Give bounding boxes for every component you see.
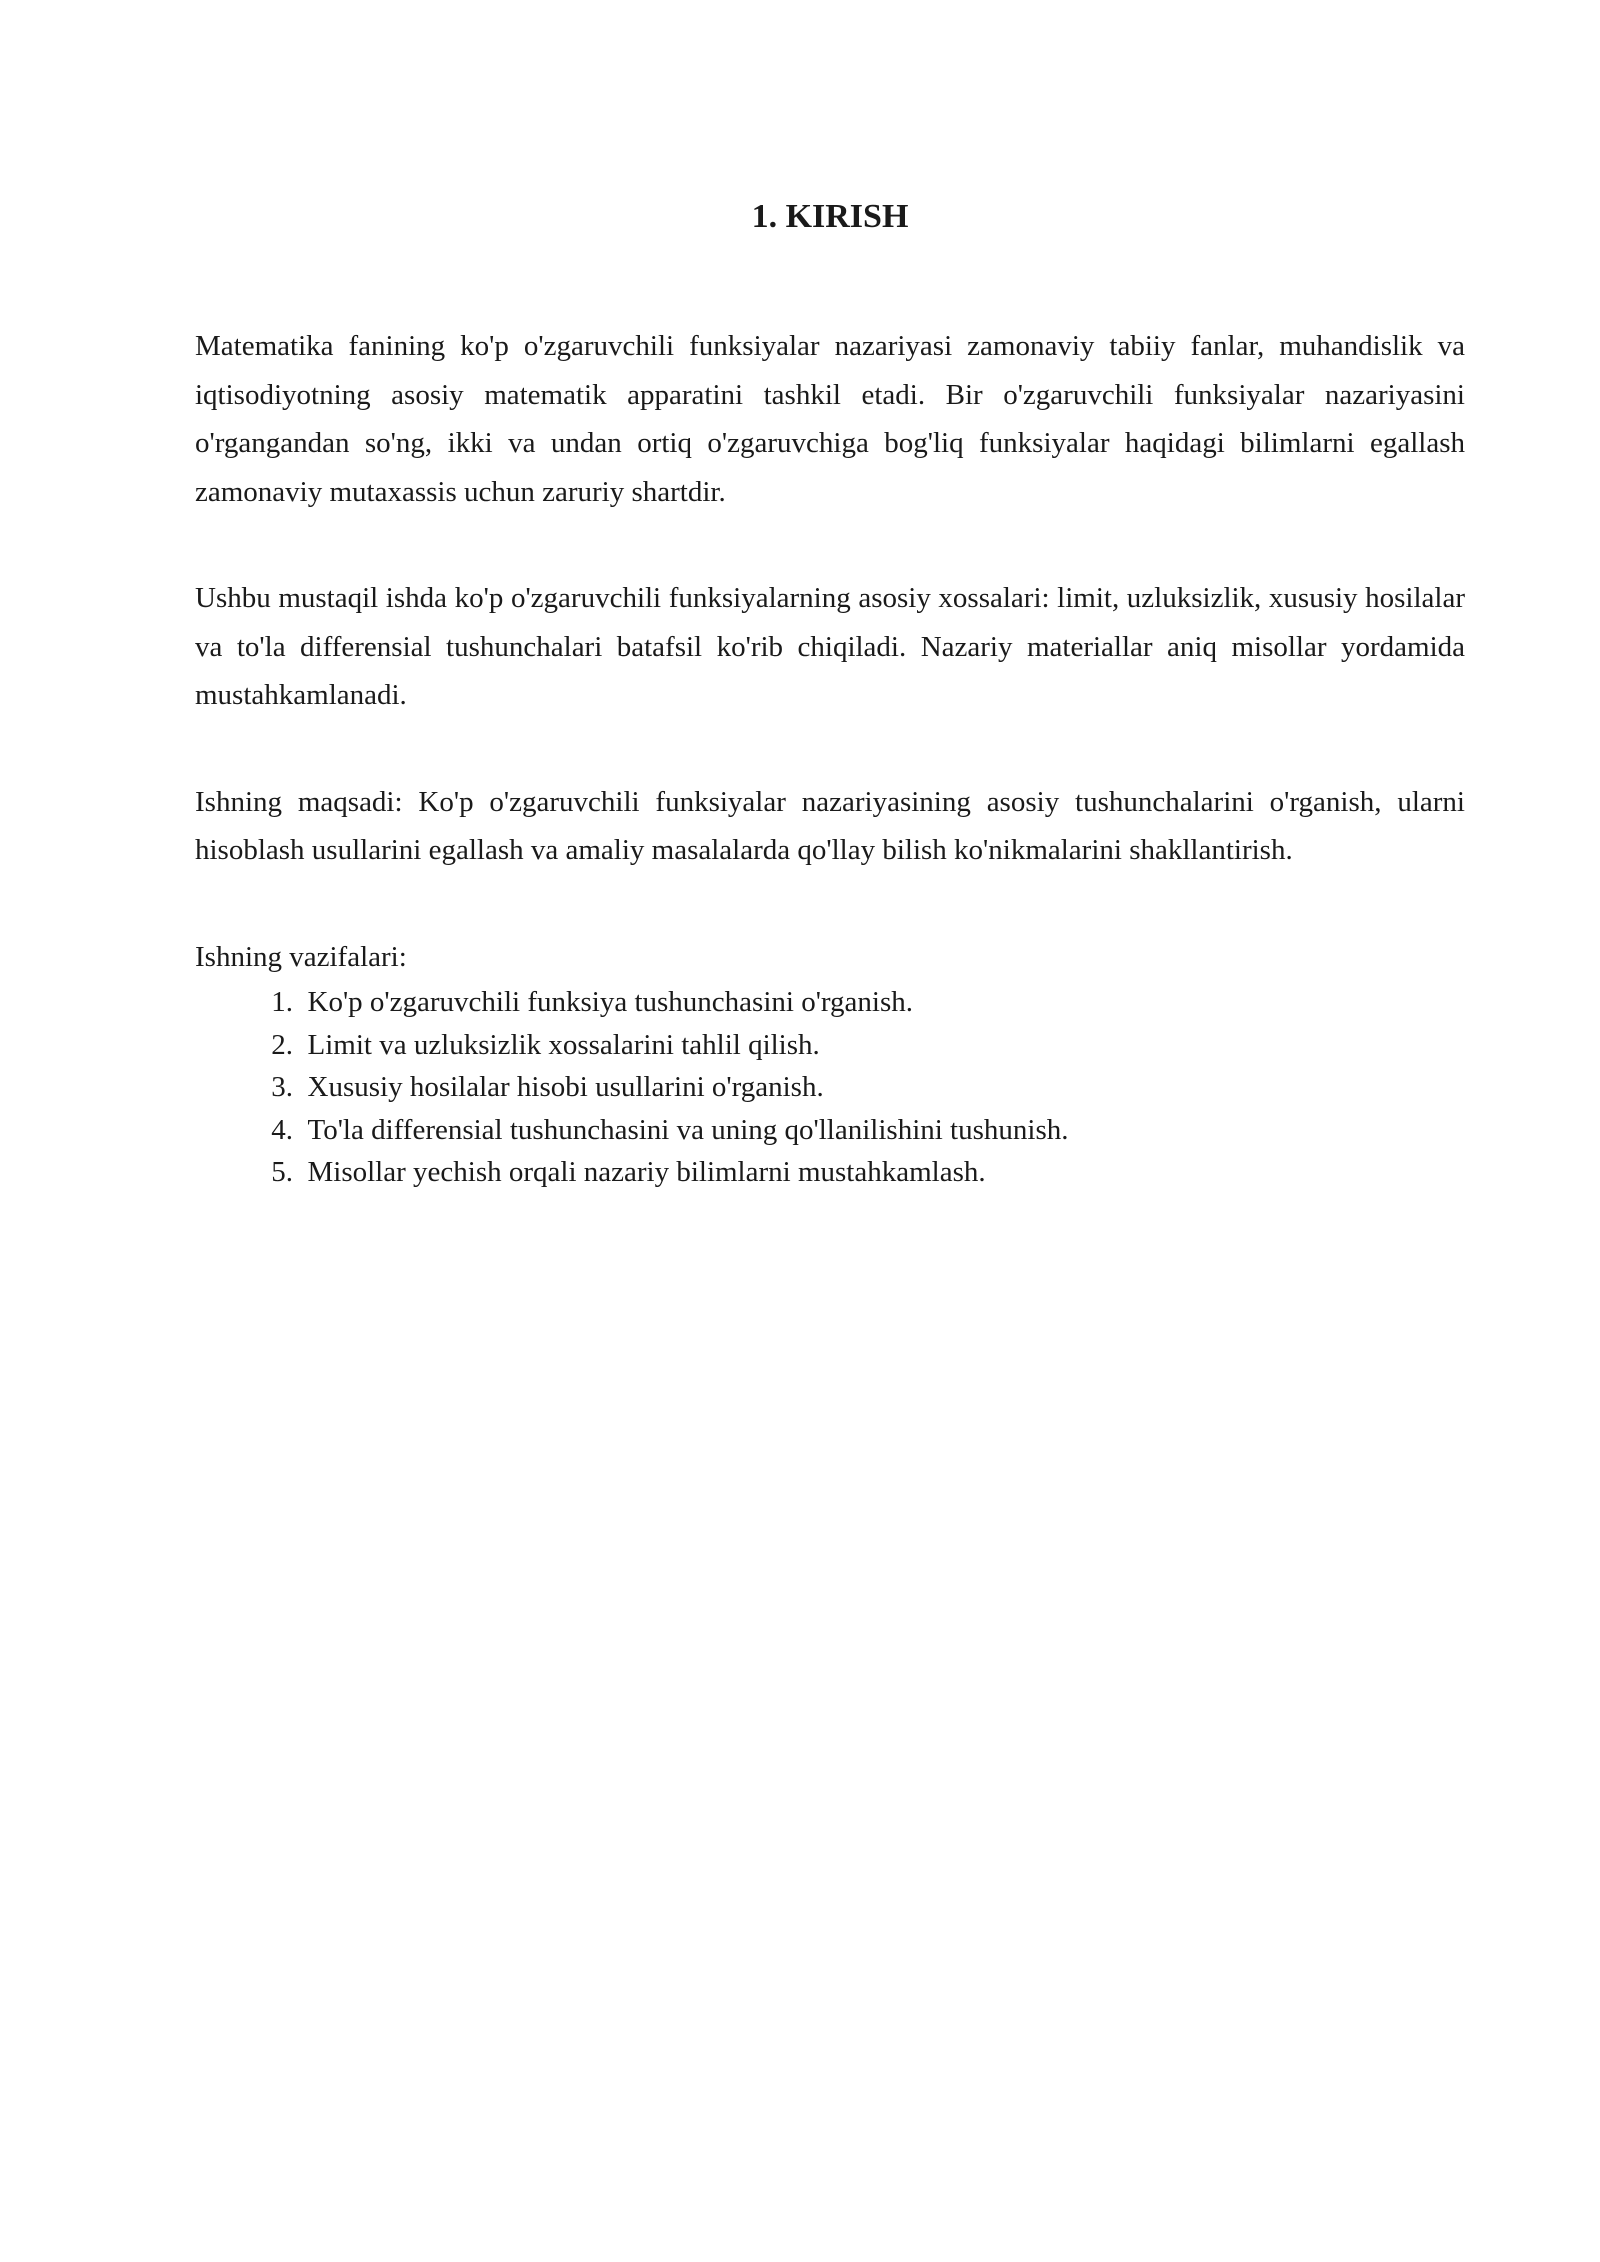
list-item-number: 1. <box>271 986 293 1018</box>
list-item-number: 2. <box>271 1028 293 1061</box>
list-item-number: 5. <box>271 1156 293 1188</box>
goal-paragraph: Ishning maqsadi: Ko'p o'zgaruvchili funksiyalar nazariyasining asosiy tushunchalarini o'rganish, ularni hisoblash usullarini egallash va amaliy masalalarda qo'llay bilish ko'nikmalarini shakllantirish. <box>195 785 1465 866</box>
list-item <box>195 1109 1465 1152</box>
list-item-text: To'la differensial tushunchasini va uning qo'llanilishini tushunish. <box>307 1113 1069 1146</box>
list-item-number: 4. <box>271 1113 293 1146</box>
list-item-text: Ko'p o'zgaruvchili funksiya tushunchasini o'rganish. <box>307 986 914 1018</box>
tasks-heading: Ishning vazifalari: <box>195 940 407 973</box>
list-item-text: Xususiy hosilalar hisobi usullarini o'rganish. <box>307 1071 824 1103</box>
list-item <box>195 1066 1465 1109</box>
list-item-text: Limit va uzluksizlik xossalarini tahlil qilish. <box>307 1028 820 1061</box>
tasks-list <box>195 981 1465 1194</box>
list-item <box>195 1151 1465 1194</box>
scope-paragraph: Ushbu mustaqil ishda ko'p o'zgaruvchili funksiyalarning asosiy xossalari: limit, uzluksizlik, xususiy hosilalar va to'la differensial tushunchalari batafsil ko'rib chiqiladi. Nazariy materiallar aniq misollar yordamida mustahkamlanadi. <box>195 582 1465 711</box>
section-title: 1. KIRISH <box>751 198 909 235</box>
document-page <box>195 190 1465 1194</box>
intro-paragraph: Matematika fanining ko'p o'zgaruvchili funksiyalar nazariyasi zamonaviy tabiiy fanlar, muhandislik va iqtisodiyotning asosiy matematik apparatini tashkil etadi. Bir o'zgaruvchili funksiyalar nazariyasini o'rgangandan so'ng, ikki va undan ortiq o'zgaruvchiga bog'liq funksiyalar haqidagi bilimlarni egallash zamonaviy mutaxassis uchun zaruriy shartdir. <box>195 330 1465 508</box>
list-item-text: Misollar yechish orqali nazariy bilimlarni mustahkamlash. <box>307 1156 986 1188</box>
list-item-number: 3. <box>271 1071 293 1103</box>
list-item <box>195 981 1465 1024</box>
list-item <box>195 1024 1465 1067</box>
